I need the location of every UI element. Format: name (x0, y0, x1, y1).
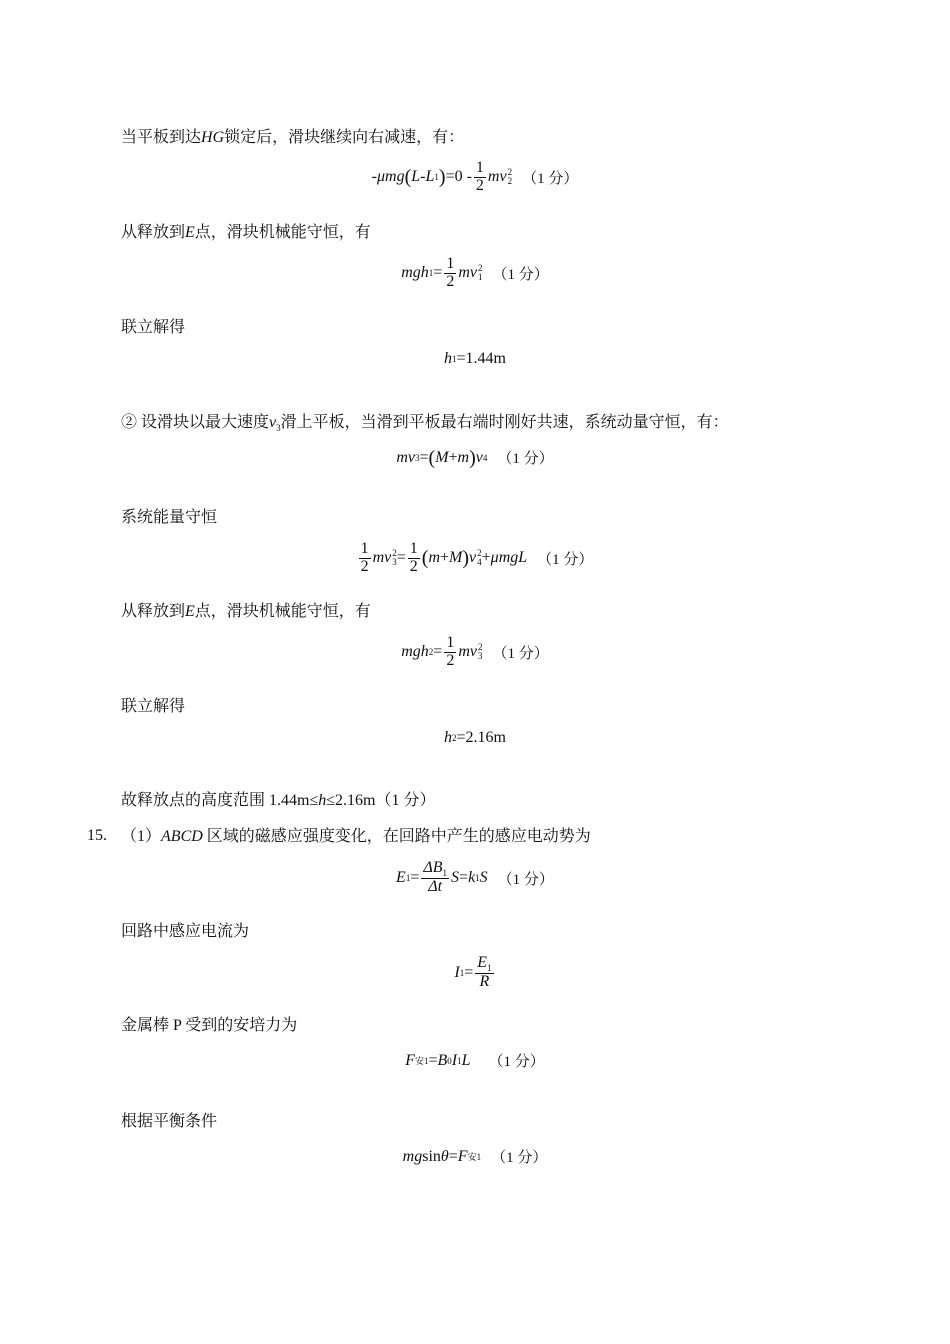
operator: = (448, 1147, 458, 1165)
numerator: 1 (446, 634, 455, 651)
subscript: 1 (442, 868, 448, 878)
denominator: Δt (428, 878, 443, 896)
fraction (408, 541, 420, 576)
fraction (475, 955, 493, 991)
subscript: 1 (457, 1055, 462, 1066)
text-line-7: 联立解得 (121, 698, 186, 715)
symbol: μmg (376, 168, 405, 186)
variable: ABCD (161, 828, 203, 845)
subscript: 4 (477, 557, 482, 568)
symbol: F (457, 1147, 468, 1165)
text-segment: 滑上平板，当滑到平板最右端时刚好共速，系统动量守恒，有： (280, 414, 729, 431)
text-line-9 (121, 827, 591, 847)
symbol: mv (458, 643, 477, 661)
points-label: （1 分） (488, 1054, 545, 1070)
subscript: 1 (452, 354, 457, 364)
minus-sign: - (371, 168, 377, 186)
symbol: S (451, 869, 460, 887)
text-line-1 (121, 128, 464, 148)
symbol: E (396, 869, 406, 887)
points-label: （1 分） (492, 266, 549, 283)
symbol: S (479, 869, 488, 887)
paren: ( (404, 166, 412, 189)
paren: ) (438, 166, 446, 189)
function: sin (422, 1147, 441, 1165)
text-segment: 区域的磁感应强度变化，在回路中产生的感应电动势为 (202, 828, 591, 845)
text-line-11: 金属棒 P 受到的安培力为 (121, 1017, 298, 1034)
text-line-5: 系统能量守恒 (121, 509, 218, 526)
equation-2 (0, 256, 950, 291)
text-line-4 (121, 413, 729, 438)
denominator: R (479, 973, 490, 991)
circled-number: ② (121, 414, 138, 431)
text-segment: ≤2.16m（1 分） (326, 792, 436, 809)
equation-10 (0, 1050, 950, 1071)
symbol: k (468, 869, 476, 887)
subscript: 2 (507, 176, 513, 187)
symbol: I (451, 1051, 458, 1069)
numerator (475, 955, 493, 974)
fraction (444, 256, 456, 291)
text-line-2 (121, 223, 371, 243)
symbol: v (469, 549, 477, 567)
subscript: 1 (405, 873, 411, 884)
text-segment: 故释放点的高度范围 1.44m≤ (121, 792, 319, 809)
subscript: 3 (392, 557, 397, 568)
denominator: 2 (446, 272, 455, 290)
equation-5 (0, 540, 950, 576)
superscript: 2 (507, 167, 513, 178)
symbol: mv (396, 448, 415, 466)
denominator: 2 (409, 557, 418, 575)
numerator (421, 860, 449, 879)
subscript: 1 (459, 968, 465, 979)
text-segment: （1） (121, 828, 162, 845)
subscript: 2 (428, 647, 434, 658)
text-segment: 点，滑块机械能守恒，有 (194, 603, 371, 620)
text-line-8 (121, 791, 435, 811)
fraction (474, 160, 486, 195)
variable: v (269, 414, 277, 431)
variable: E (185, 603, 195, 620)
points-label: （1 分） (491, 1150, 548, 1166)
denominator: 2 (446, 651, 455, 669)
subscript: 1 (428, 268, 434, 279)
superscript: 2 (392, 548, 397, 559)
operator: = (396, 549, 406, 567)
points-label: （1 分） (492, 645, 549, 662)
subscript: 安1 (414, 1056, 429, 1066)
points-label: （1 分） (522, 170, 579, 187)
text-segment: 当平板到达 (121, 129, 202, 146)
operator: = (410, 869, 420, 887)
points-label: （1 分） (497, 451, 554, 467)
subscript: 1 (434, 172, 439, 183)
symbol: mgh (401, 264, 429, 282)
text-segment: 锁定后，滑块继续向右减速，有： (224, 129, 465, 146)
symbol: I (454, 964, 460, 982)
equation-4 (0, 447, 950, 468)
equation-6 (0, 635, 950, 670)
symbol: B (437, 1051, 448, 1069)
variable: h (318, 792, 327, 809)
symbol: L (411, 168, 421, 186)
symbol: mv (458, 264, 477, 282)
operator: = (419, 448, 429, 466)
operator: = (433, 643, 443, 661)
numerator: 1 (446, 255, 455, 272)
text-line-10: 回路中感应电流为 (121, 923, 250, 940)
operator: = (433, 264, 443, 282)
operator: = (464, 964, 474, 982)
symbol: h (444, 729, 453, 746)
symbol: v (475, 448, 483, 466)
numerator: 1 (409, 540, 418, 557)
equation-9 (0, 955, 950, 991)
paren: ( (428, 446, 436, 469)
symbol: L (425, 168, 435, 186)
subscript: 4 (482, 452, 488, 463)
question-number: 15. (87, 827, 107, 844)
fraction (444, 635, 456, 670)
denominator: 2 (360, 557, 369, 575)
subscript: 1 (475, 873, 480, 884)
value: =2.16m (456, 729, 506, 746)
subscript: 安1 (467, 1152, 482, 1162)
equation-8 (0, 860, 950, 896)
superscript: 2 (477, 548, 482, 559)
operator: =0 - (445, 168, 472, 186)
equation-1 (0, 160, 950, 195)
subscript: 3 (414, 452, 420, 463)
symbol: μmgL (490, 549, 528, 567)
paren: ( (421, 547, 429, 570)
symbol: ΔB (423, 859, 443, 876)
subscript: 2 (452, 733, 457, 743)
operator: + (440, 549, 450, 567)
variable: HG (201, 129, 225, 146)
numerator: 1 (360, 540, 369, 557)
text-line-3: 联立解得 (121, 319, 186, 336)
value: =1.44m (456, 350, 506, 367)
numerator: 1 (475, 159, 484, 176)
symbol: E (477, 954, 488, 971)
text-segment: 点，滑块机械能守恒，有 (194, 224, 371, 241)
subscript: 0 (447, 1055, 452, 1066)
equation-3 (0, 350, 950, 368)
operator: = (428, 1051, 438, 1069)
operator: + (448, 448, 458, 466)
equation-11 (0, 1146, 950, 1167)
points-label: （1 分） (497, 871, 554, 888)
symbol: m (428, 549, 440, 567)
text-line-6 (121, 602, 371, 622)
subscript: 1 (487, 963, 492, 973)
symbol: θ (440, 1147, 449, 1165)
symbol: h (444, 350, 453, 367)
superscript: 2 (477, 263, 483, 274)
symbol: F (405, 1051, 415, 1069)
symbol: M (435, 448, 449, 466)
paren: ) (462, 547, 470, 570)
denominator: 2 (475, 176, 484, 194)
fraction (421, 860, 449, 896)
subscript: 3 (276, 423, 281, 433)
subscript: 1 (477, 272, 483, 283)
operator: + (481, 549, 491, 567)
symbol: mgh (401, 643, 429, 661)
symbol: mv (487, 168, 507, 186)
text-segment: 从释放到 (121, 603, 186, 620)
operator: = (459, 869, 469, 887)
text-line-12: 根据平衡条件 (121, 1113, 218, 1130)
superscript: 2 (477, 642, 483, 653)
points-label: （1 分） (537, 551, 594, 568)
operator: - (420, 168, 426, 186)
text-segment: 设滑块以最大速度 (137, 414, 270, 431)
paren: ) (469, 446, 476, 469)
symbol: mv (372, 549, 392, 567)
symbol: L (461, 1051, 471, 1069)
variable: E (185, 224, 195, 241)
symbol: m (457, 448, 470, 466)
symbol: M (449, 549, 463, 567)
symbol: mg (402, 1147, 423, 1165)
subscript: 3 (477, 651, 483, 662)
equation-7 (0, 729, 950, 747)
text-segment: 从释放到 (121, 224, 186, 241)
fraction (359, 541, 371, 576)
